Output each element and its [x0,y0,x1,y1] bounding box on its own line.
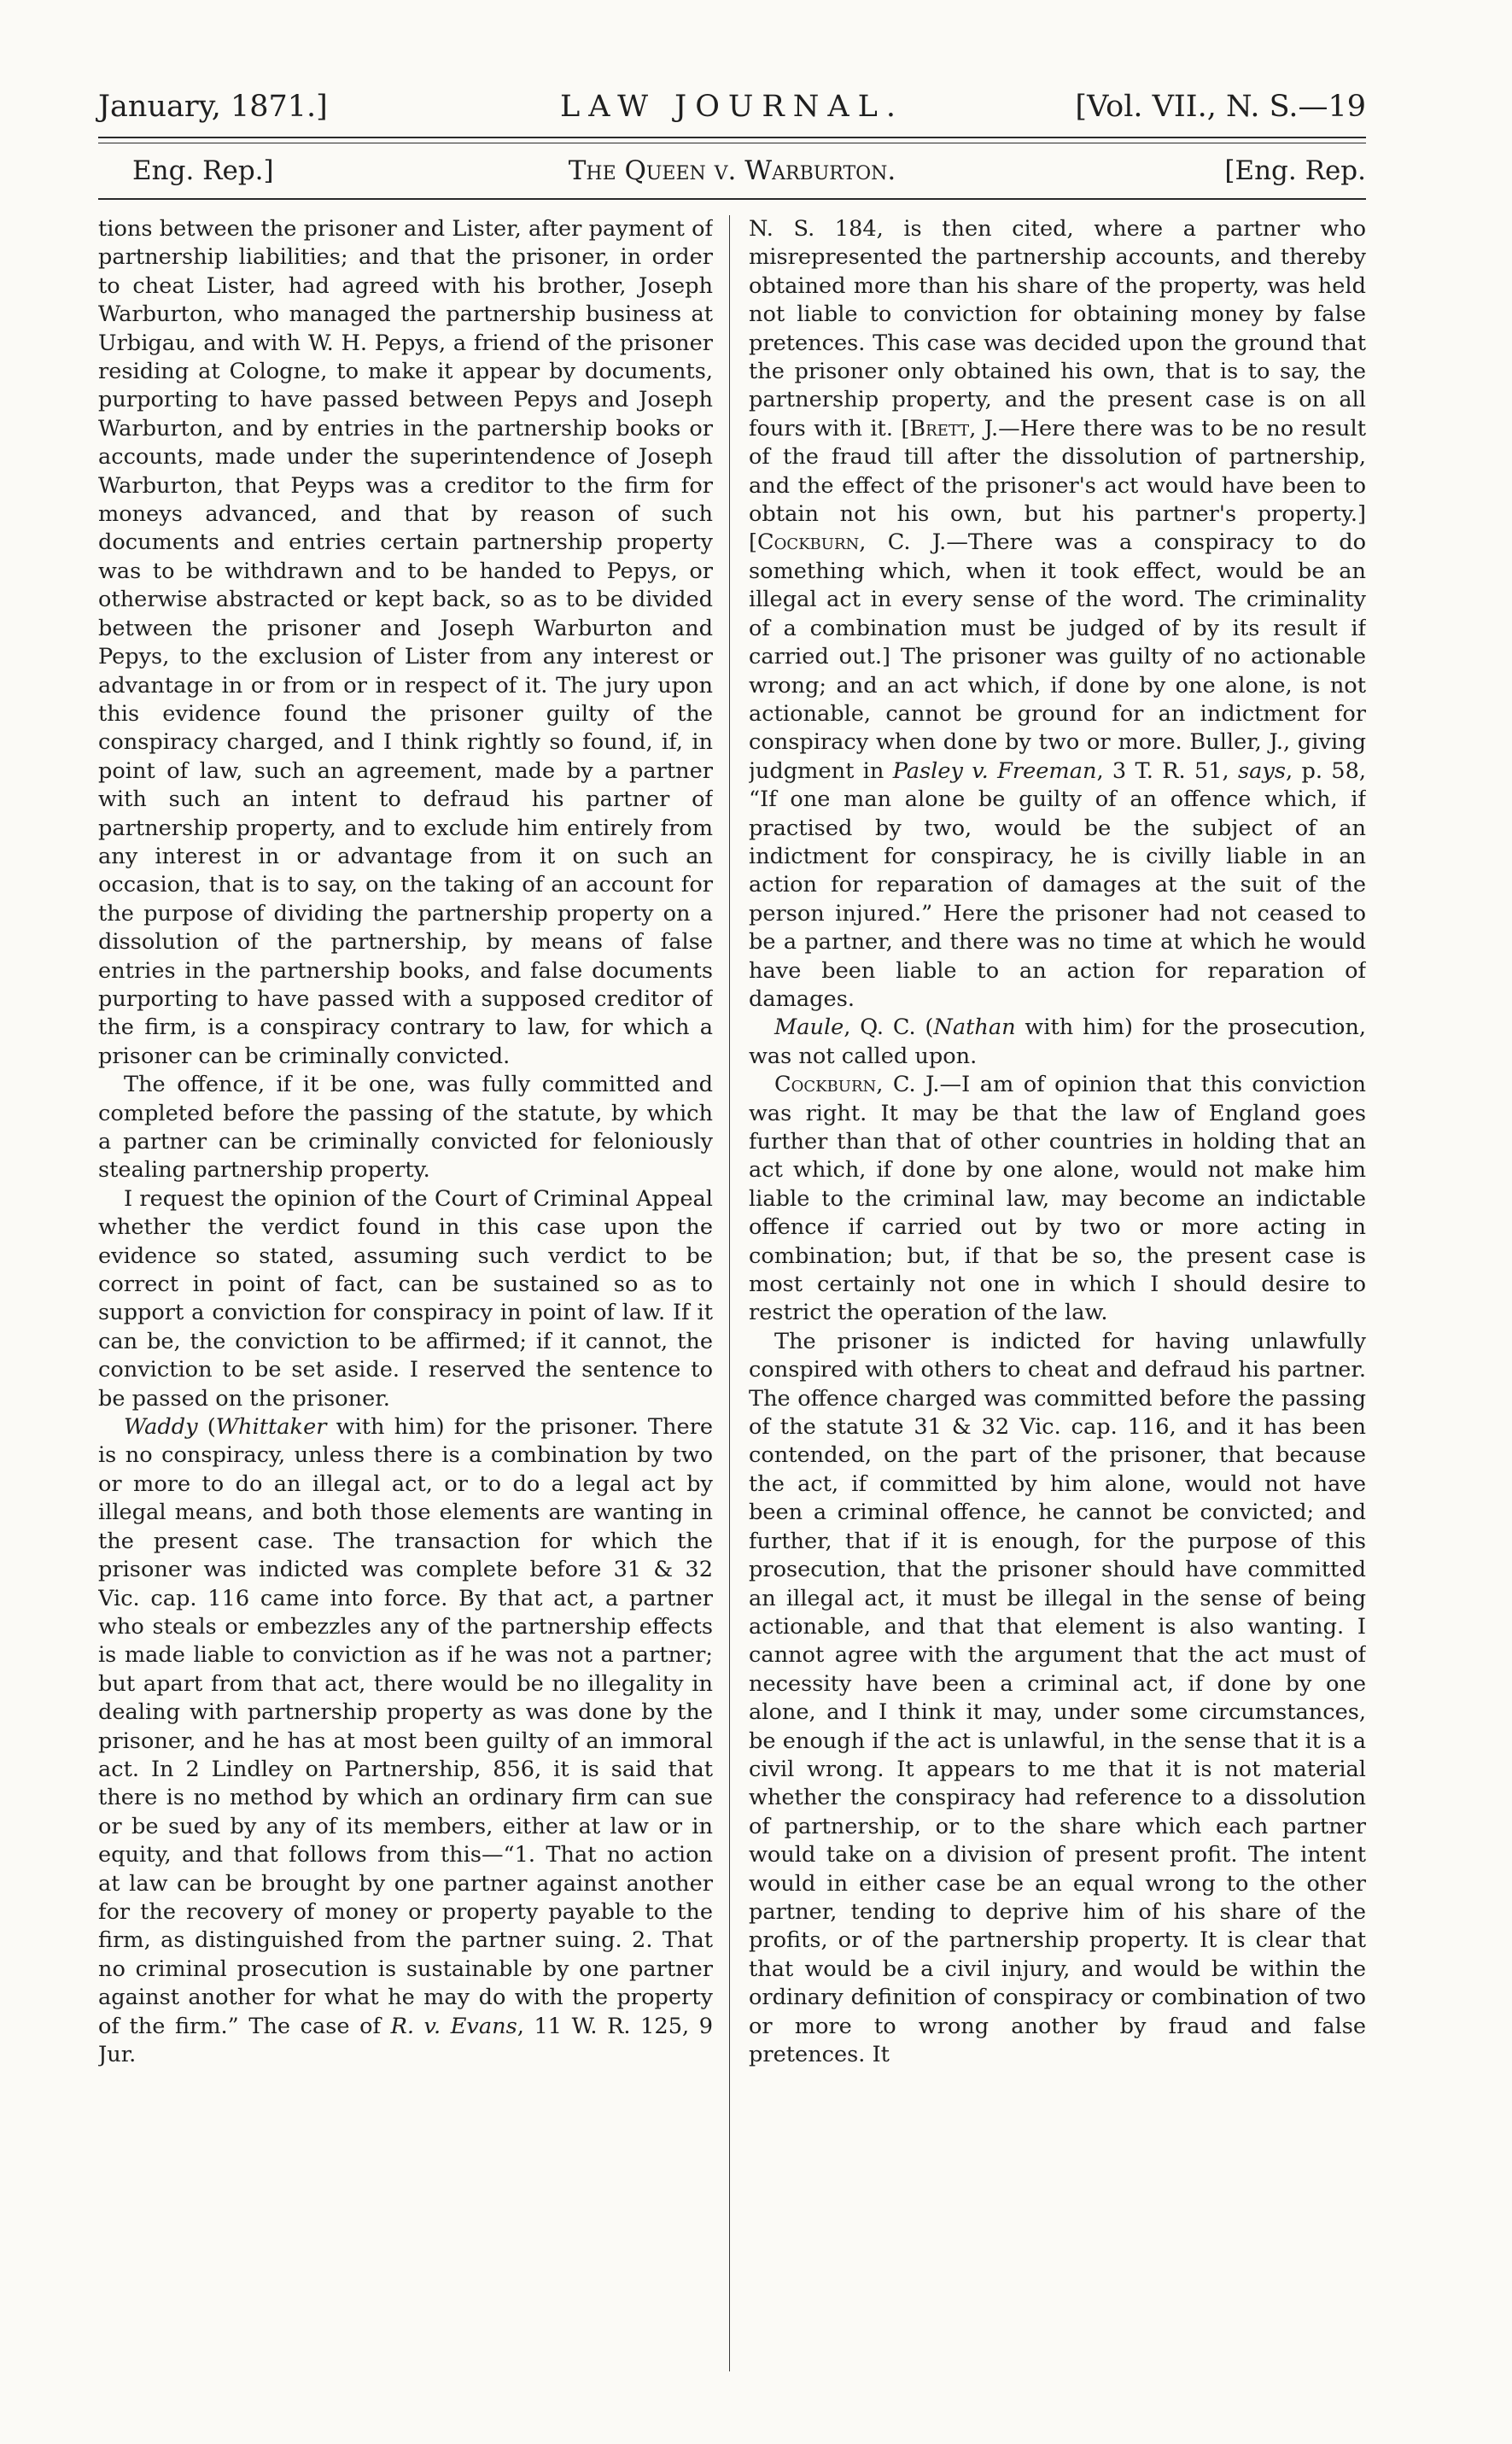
text-run: ( [197,1414,216,1441]
header-volume: [Vol. VII., N. S.—19 [1075,90,1366,124]
left-paragraph-2: The offence, if it be one, was fully committed and completed before the passing of the statute, by which a partner can be criminally convicted for feloniously stealing partnership property. [98,1072,713,1184]
running-header [98,87,1366,126]
counsel-name: Whittaker [215,1414,327,1441]
judge-name: Cockburn [757,529,860,556]
case-header-rule [98,198,1366,200]
judge-name: Brett [909,415,970,441]
case-citation: R. v. Evans [390,2013,517,2039]
right-paragraph-2 [749,1014,1366,1071]
journal-title: LAW JOURNAL. [559,90,905,124]
text-run: , J.—Here there was to be no result of the fraud till after the dissolution of partnership, and the effect of the prisoner's act would have been to obtain not his own, but his partner's property.] [ [749,415,1366,556]
case-title: The Queen v. Warburton. [568,155,896,186]
left-column [98,215,713,2384]
counsel-name: Waddy [124,1414,198,1441]
left-paragraph-1: tions between the prisoner and Lister, after payment of partnership liabilities; and that the prisoner, in order to cheat Lister, had agreed with his brother, Joseph Warburton, who managed the partnership business at Urbigau, and with W. H. Pepys, a friend of the prisoner residing at Cologne, to make it appear by documents, purporting to have passed between Pepys and Joseph Warburton, and by entries in the partnership books or accounts, made under the superintendence of Joseph Warburton, that Peyps was a creditor to the firm for moneys advanced, and that by reason of such documents and entries certain partnership property was to be withdrawn and to be handed to Pepys, or otherwise abstracted or kept back, so as to be divided between the prisoner and Joseph Warburton and Pepys, to the exclusion of Lister from any interest or advantage in or from or in respect of it. The jury upon this evidence found the prisoner guilty of the conspiracy charged, and I think rightly so found, if, in point of law, such an agreement, made by a partner with such an intent to defraud his partner of partnership property, and to exclude him entirely from any interest in or advantage from it on such an occasion, that is to say, on the taking of an account for the purpose of dividing the partnership property on a dissolution of the partnership, by means of false entries in the partnership books, and false documents purporting to have passed with a supposed creditor of the firm, is a conspiracy contrary to law, for which a prisoner can be criminally convicted. [98,216,713,1069]
right-paragraph-4: The prisoner is indicted for having unlawfully conspired with others to cheat and defraud his partner. The offence charged was committed before the passing of the statute 31 & 32 Vic. cap. 116, and it has been contended, on the part of the prisoner, that because the act, if committed by him alone, would not have been a criminal offence, he cannot be convicted; and further, that if it is enough, for the purpose of this prosecution, that the prisoner should have committed an illegal act, it must be illegal in the sense of being actionable, and that that element is also wanting. I cannot agree with the argument that the act must of necessity have been a criminal act, if done by one alone, and I think it may, under some circumstances, be enough if the act is unlawful, in the sense that it is a civil wrong. It appears to me that it is not material whether the conspiracy had reference to a dissolution of partnership, or to the share which each partner would take on a division of present profit. The intent would in either case be an equal wrong to the other partner, tending to deprive him of his share of the profits, or of the partnership property. It is clear that that would be a civil injury, and would be within the ordinary definition of conspiracy or combination of two or more to wrong another by fraud and false pretences. It [749,1328,1366,2067]
case-header-left: Eng. Rep.] [132,155,274,186]
case-header [98,152,1366,190]
text-run: N. S. 184, is then cited, where a partner who misrepresented the partnership accounts, and thereby obtained more than his share of the property, was held not liable to conviction for obtaining money by false pretences. This case was decided upon the ground that the prisoner only obtained his own, that is to say, the partnership property, and the present case is on all fours with it. [ [749,216,1366,441]
italic-word: says [1238,757,1286,784]
text-run: , p. 58, “If one man alone be guilty of an offence which, if practised by two, would be the subject of an indictment for conspiracy, he is civilly liable in an action for reparation of damages at the suit of the person injured.” Here the prisoner had not ceased to be a partner, and there was no time at which he would have been liable to an action for reparation of damages. [749,757,1366,1012]
judge-name: Cockburn [774,1072,877,1098]
header-double-rule [98,137,1366,143]
text-run: with him) for the prosecution, was not called upon. [749,1014,1366,1069]
column-divider [729,215,730,2371]
case-header-right: [Eng. Rep. [1224,155,1366,186]
text-run: , Q. C. ( [844,1014,934,1041]
text-run: , 11 W. R. 125, 9 Jur. [98,2013,713,2067]
case-citation: Pasley v. Freeman [892,757,1097,784]
text-run: , C. J.—I am of opinion that this conviction was right. It may be that the law of England goes further than that of other countries in holding that an act which, if done by one alone, would not make him liable to the criminal law, may become an indictable offence if carried out by two or more acting in combination; but, if that be so, the present case is most certainly not one in which I should desire to restrict the operation of the law. [749,1072,1366,1326]
header-date: January, 1871.] [98,90,328,124]
right-paragraph-1 [749,215,1366,1014]
text-run: with him) for the prisoner. There is no conspiracy, unless there is a combination by two or more to do an illegal act, or to do a legal act by illegal means, and both those elements are wanting in the present case. The transaction for which the prisoner was indicted was complete before 31 & 32 Vic. cap. 116 came into force. By that act, a partner who steals or embezzles any of the partnership effects is made liable to conviction as if he was not a partner; but apart from that act, there would be no illegality in dealing with partnership property as was done by the prisoner, and he has at most been guilty of an immoral act. In 2 Lindley on Partnership, 856, it is said that there is no method by which an ordinary firm can sue or be sued by any of its members, either at law or in equity, and that follows from this—“1. That no action at law can be brought by one partner against another for the recovery of money or property payable to the firm, as distinguished from the partner suing. 2. That no criminal prosecution is sustainable by one partner against another for what he may do with the property of the firm.” The case of [98,1414,713,2039]
text-run: , C. J.—There was a conspiracy to do something which, when it took effect, would be an illegal act in every sense of the word. The criminality of a combination must be judged of by its result if carried out.] The prisoner was guilty of no actionable wrong; and an act which, if done by one alone, is not actionable, cannot be ground for an indictment for conspiracy when done by two or more. Buller, J., giving judgment in [749,529,1366,784]
right-paragraph-3 [749,1071,1366,1328]
counsel-name: Nathan [933,1014,1016,1041]
text-run: , 3 T. R. 51, [1096,757,1238,784]
counsel-name: Maule [774,1014,844,1041]
right-column [749,215,1366,2384]
left-paragraph-4 [98,1413,713,2069]
left-paragraph-3: I request the opinion of the Court of Criminal Appeal whether the verdict found in this case upon the evidence so stated, assuming such verdict to be correct in point of fact, can be sustained so as to support a conviction for conspiracy in point of law. If it can be, the conviction to be affirmed; if it cannot, the conviction to be set aside. I reserved the sentence to be passed on the prisoner. [98,1185,713,1412]
